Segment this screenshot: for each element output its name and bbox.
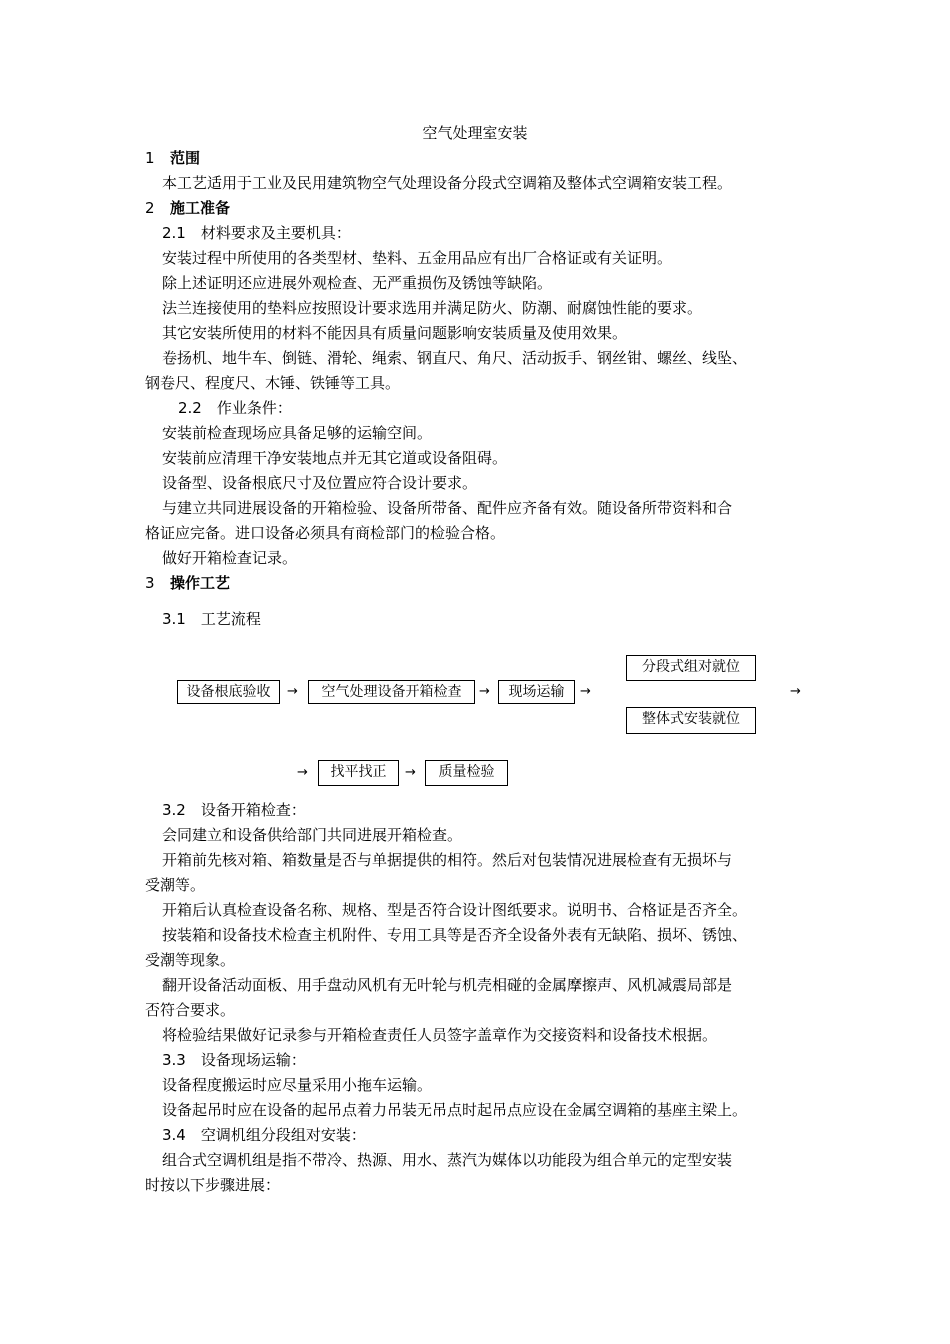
flow-arrow: →	[580, 684, 591, 699]
paragraph: 受潮等现象。	[145, 951, 236, 969]
flow-step-unpacking: 空气处理设备开箱检查	[308, 680, 475, 704]
paragraph: 钢卷尺、程度尺、木锤、铁锤等工具。	[145, 374, 401, 392]
flow-step-transport: 现场运输	[498, 680, 575, 704]
flow-arrow: →	[790, 684, 801, 699]
section-3-heading: 3 操作工艺	[145, 574, 231, 592]
subsection-heading: 3.3 设备现场运输：	[162, 1051, 306, 1069]
flow-step-integral: 整体式安装就位	[626, 707, 756, 734]
doc-title: 空气处理室安装	[422, 124, 528, 142]
paragraph: 设备起吊时应在设备的起吊点着力吊装无吊点时起吊点应设在金属空调箱的基座主梁上。	[162, 1101, 748, 1119]
paragraph: 除上述证明还应进展外观检查、无严重损伤及锈蚀等缺陷。	[162, 274, 553, 292]
section-2-heading: 2 施工准备	[145, 199, 231, 217]
paragraph: 安装前检查现场应具备足够的运输空间。	[162, 424, 433, 442]
paragraph: 受潮等。	[145, 876, 206, 894]
section-1-heading: 1 范围	[145, 149, 201, 167]
paragraph: 开箱后认真检查设备名称、规格、型是否符合设计图纸要求。说明书、合格证是否齐全。	[162, 901, 748, 919]
paragraph: 本工艺适用于工业及民用建筑物空气处理设备分段式空调箱及整体式空调箱安装工程。	[162, 174, 733, 192]
paragraph: 安装过程中所使用的各类型材、垫料、五金用品应有出厂合格证或有关证明。	[162, 249, 673, 267]
paragraph: 安装前应清理干净安装地点并无其它道或设备阻碍。	[162, 449, 508, 467]
flow-step-inspection: 质量检验	[425, 760, 508, 786]
paragraph: 格证应完备。进口设备必须具有商检部门的检验合格。	[145, 524, 506, 542]
subsection-heading: 3.2 设备开箱检查：	[162, 801, 306, 819]
flow-step-foundation: 设备根底验收	[177, 680, 280, 704]
subsection-heading: 3.1 工艺流程	[162, 610, 261, 628]
paragraph: 时按以下步骤进展：	[145, 1176, 281, 1194]
paragraph: 设备程度搬运时应尽量采用小拖车运输。	[162, 1076, 433, 1094]
flow-arrow: →	[297, 765, 308, 780]
flow-step-sectional: 分段式组对就位	[626, 655, 756, 681]
paragraph: 按装箱和设备技术检查主机附件、专用工具等是否齐全设备外表有无缺陷、损坏、锈蚀、	[162, 926, 748, 944]
subsection-heading: 2.1 材料要求及主要机具：	[162, 224, 351, 242]
paragraph: 将检验结果做好记录参与开箱检查责任人员签字盖章作为交接资料和设备技术根据。	[162, 1026, 718, 1044]
subsection-heading: 2.2 作业条件：	[178, 399, 292, 417]
paragraph: 法兰连接使用的垫料应按照设计要求选用并满足防火、防潮、耐腐蚀性能的要求。	[162, 299, 703, 317]
paragraph: 做好开箱检查记录。	[162, 549, 298, 567]
paragraph: 翻开设备活动面板、用手盘动风机有无叶轮与机壳相碰的金属摩擦声、风机减震局部是	[162, 976, 733, 994]
flow-arrow: →	[287, 684, 298, 699]
paragraph: 设备型、设备根底尺寸及位置应符合设计要求。	[162, 474, 478, 492]
paragraph: 否符合要求。	[145, 1001, 236, 1019]
subsection-heading: 3.4 空调机组分段组对安装：	[162, 1126, 366, 1144]
paragraph: 与建立共同进展设备的开箱检验、设备所带备、配件应齐备有效。随设备所带资料和合	[162, 499, 733, 517]
paragraph: 其它安装所使用的材料不能因具有质量问题影响安装质量及使用效果。	[162, 324, 628, 342]
flow-arrow: →	[405, 765, 416, 780]
flow-step-leveling: 找平找正	[318, 760, 399, 786]
paragraph: 会同建立和设备供给部门共同进展开箱检查。	[162, 826, 463, 844]
paragraph: 开箱前先核对箱、箱数量是否与单据提供的相符。然后对包装情况进展检查有无损坏与	[162, 851, 733, 869]
flow-arrow: →	[479, 684, 490, 699]
paragraph: 卷扬机、地牛车、倒链、滑轮、绳索、钢直尺、角尺、活动扳手、钢丝钳、螺丝、线坠、	[162, 349, 748, 367]
paragraph: 组合式空调机组是指不带冷、热源、用水、蒸汽为媒体以功能段为组合单元的定型安装	[162, 1151, 733, 1169]
